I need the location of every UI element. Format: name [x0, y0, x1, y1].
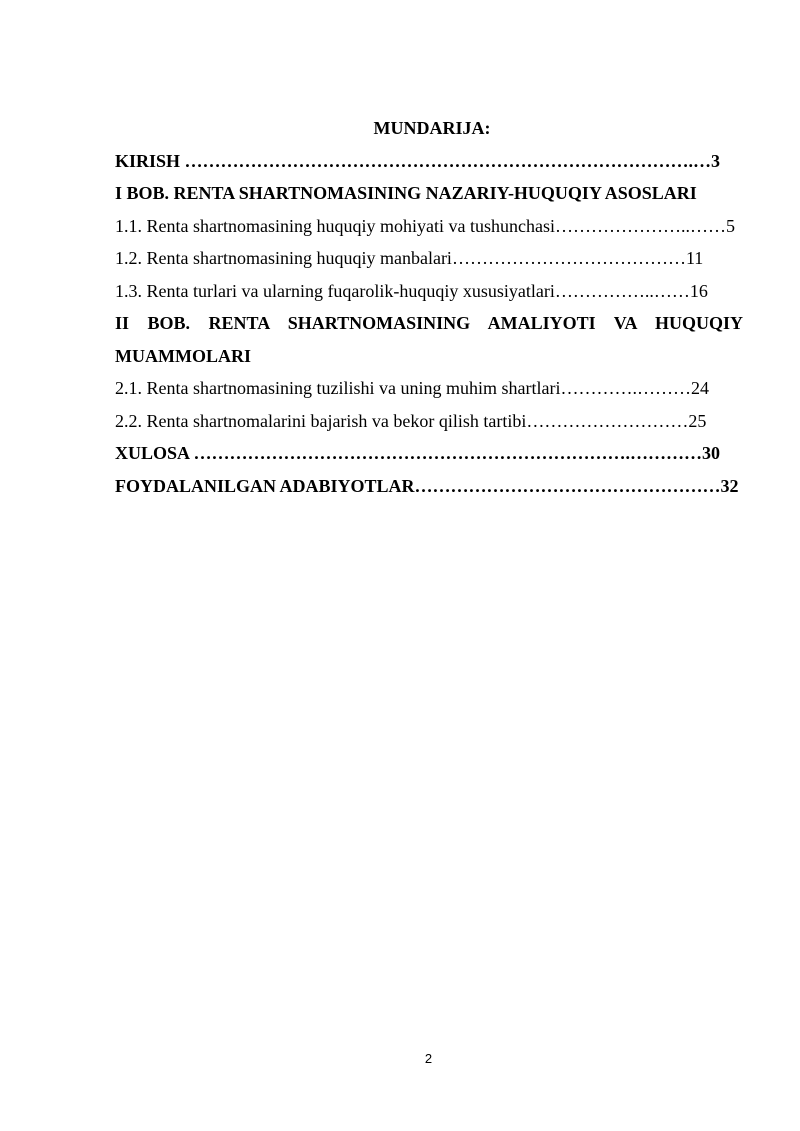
toc-entry-xulosa: XULOSA ……………………………………………………………….…………30 — [115, 443, 721, 463]
toc-entry-kirish: KIRISH ………………………………………………………………………….…3 — [115, 150, 721, 171]
toc-entry-chapter-1: I BOB. RENTA SHARTNOMASINING NAZARIY-HUQUQIY ASOSLARI — [115, 183, 697, 203]
toc-entry-bibliography: FOYDALANILGAN ADABIYOTLAR……………………………………………32 — [115, 475, 739, 496]
toc-entry-2-1: 2.1. Renta shartnomasining tuzilishi va uning muhim shartlari………….………24 — [115, 378, 709, 398]
page-number: 2 — [424, 1051, 433, 1066]
toc-entry-chapter-2-line-2: MUAMMOLARI — [115, 345, 251, 366]
toc-entry-chapter-2 — [115, 307, 743, 372]
table-of-contents — [115, 112, 743, 502]
toc-title: MUNDARIJA: — [373, 118, 491, 138]
toc-entry-chapter-2-line-1: II BOB. RENTA SHARTNOMASINING AMALIYOTI VA HUQUQIY — [115, 313, 743, 333]
toc-entry-1-3: 1.3. Renta turlari va ularning fuqarolik-huquqiy xususiyatlari……………..……16 — [115, 280, 708, 301]
toc-entry-2-2: 2.2. Renta shartnomalarini bajarish va bekor qilish tartibi………………………25 — [115, 410, 707, 431]
toc-entry-1-1: 1.1. Renta shartnomasining huquqiy mohiyati va tushunchasi…………………..……5 — [115, 215, 735, 236]
toc-entry-1-2: 1.2. Renta shartnomasining huquqiy manbalari…………………………………11 — [115, 248, 704, 268]
